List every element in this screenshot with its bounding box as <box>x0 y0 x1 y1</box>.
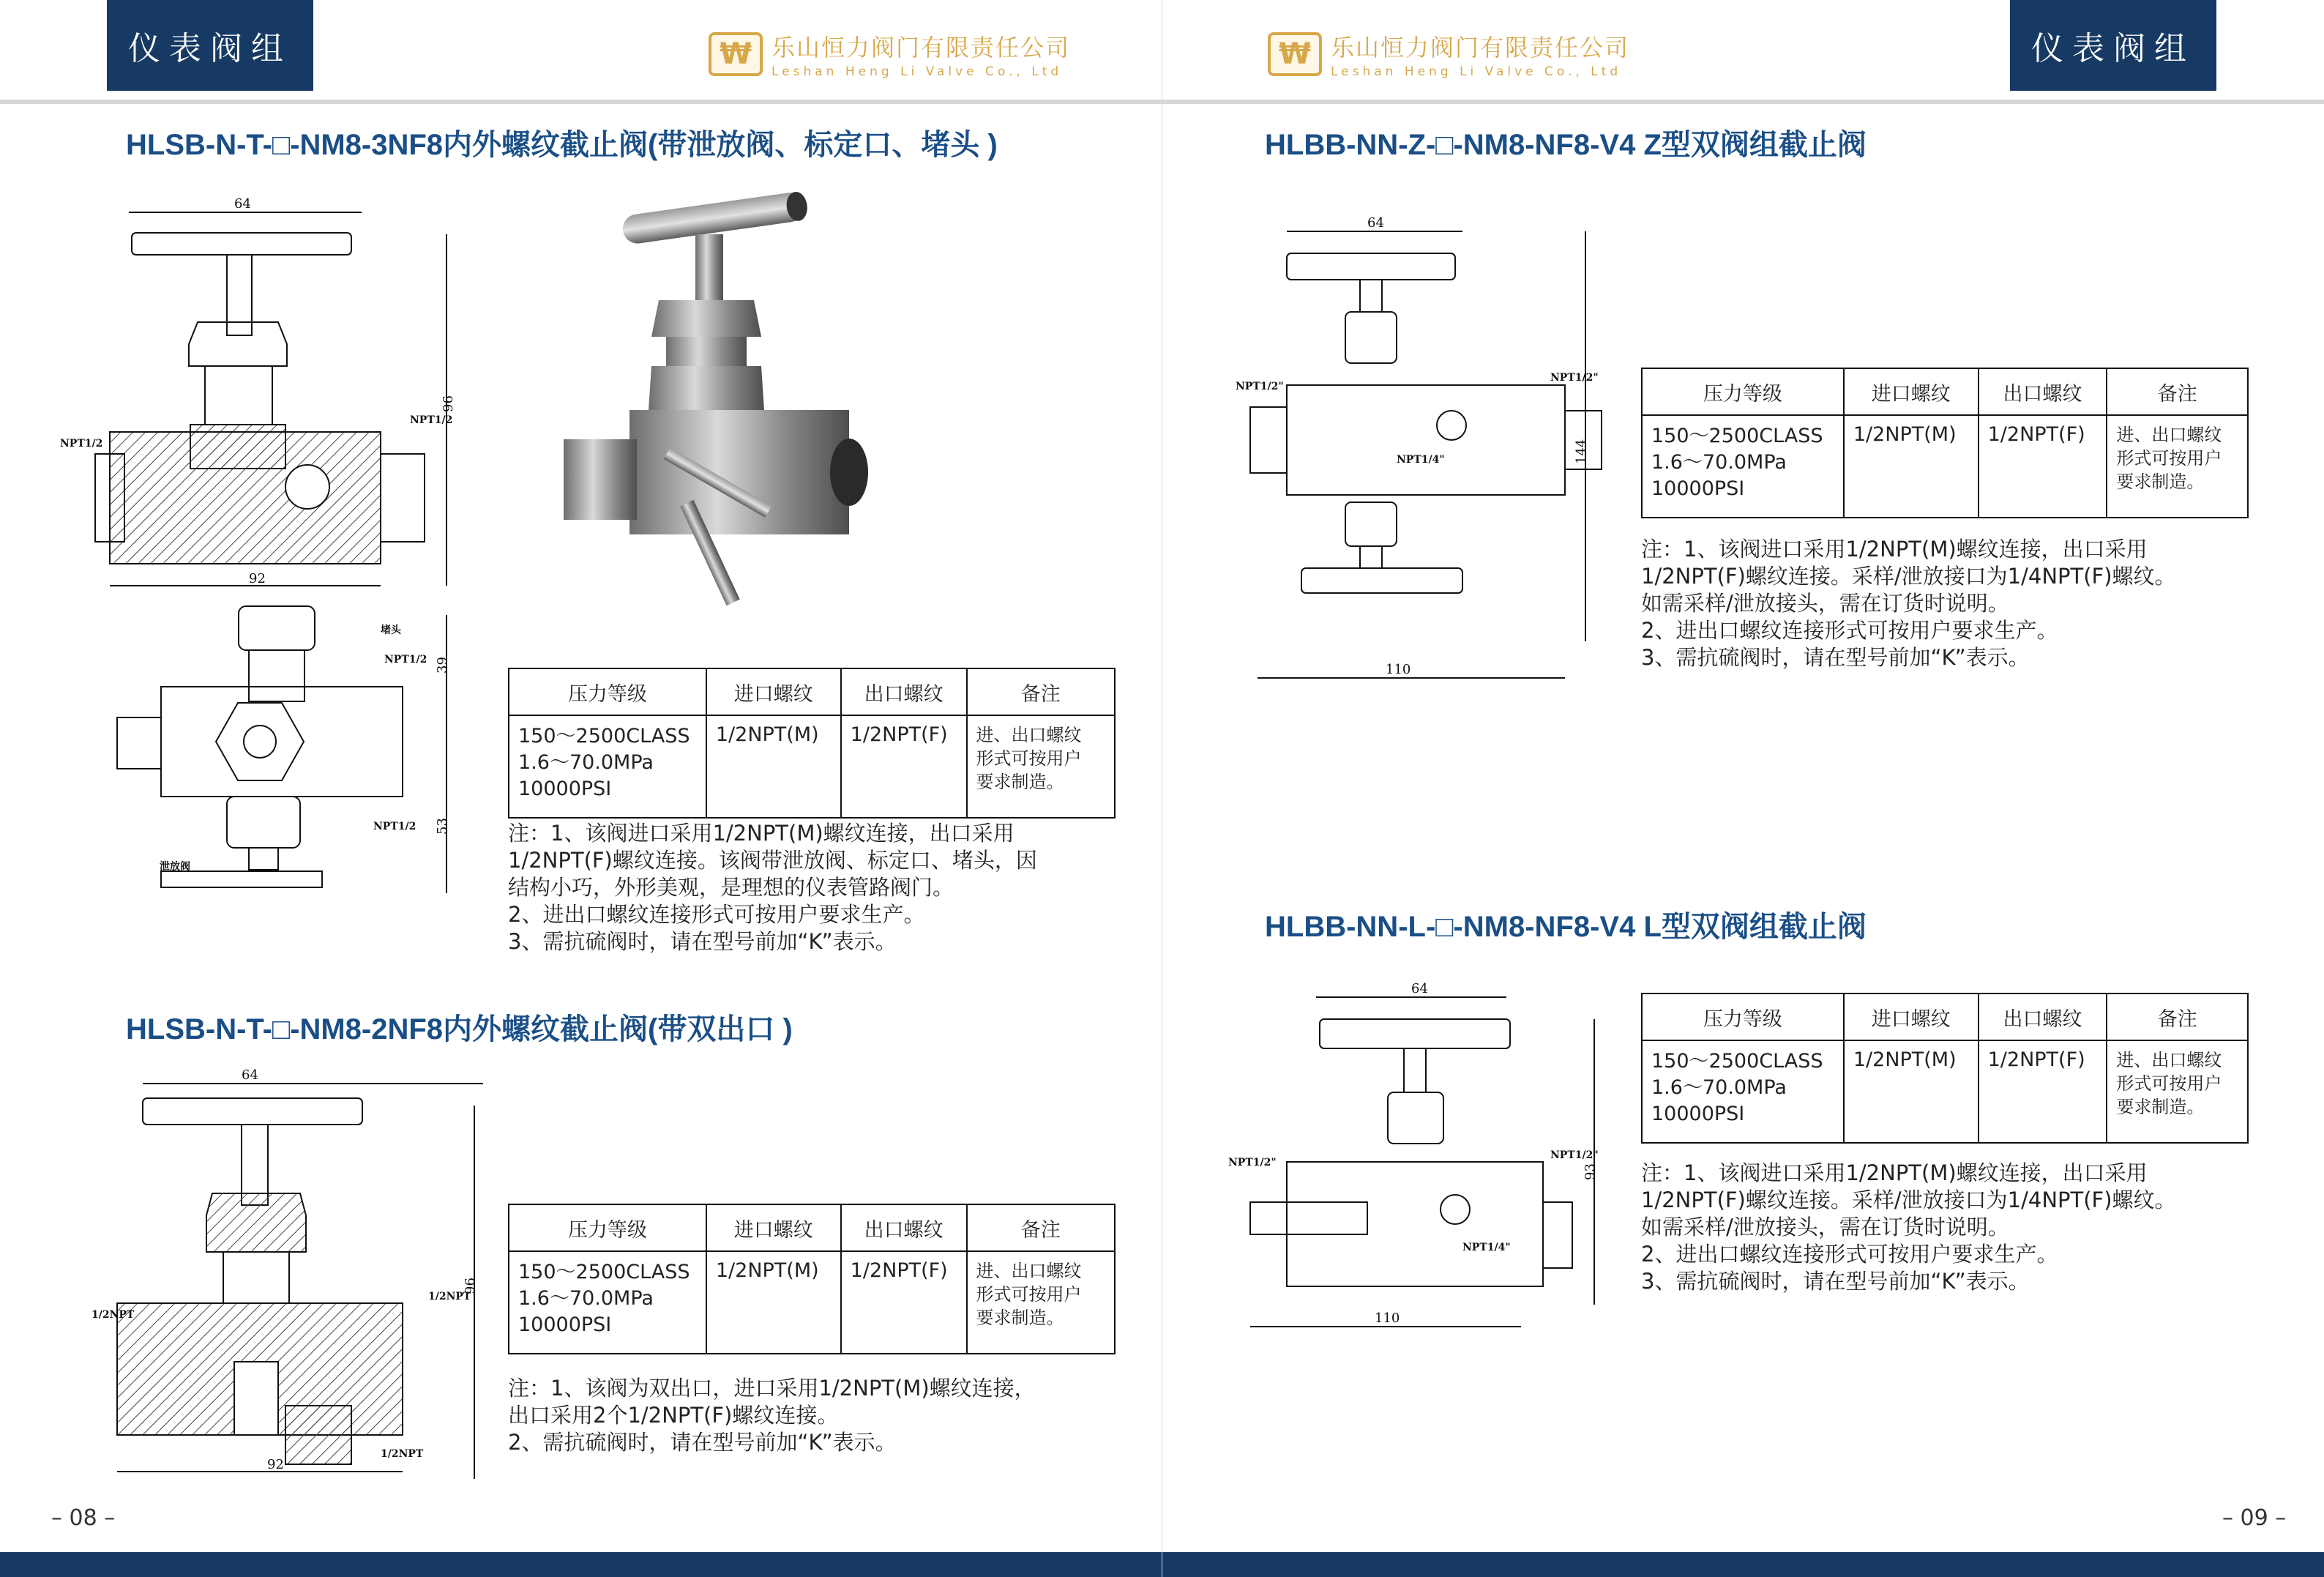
brand-name-en: Leshan Heng Li Valve Co., Ltd <box>1331 64 1622 79</box>
header-remark: 备注 <box>967 1204 1115 1251</box>
section-tab: 仪表阀组 <box>2010 0 2216 91</box>
header-rule <box>0 100 1162 104</box>
inlet-cell: 1/2NPT(M) <box>1844 1040 1979 1143</box>
outlet-cell: 1/2NPT(F) <box>1979 1040 2107 1143</box>
header-pressure: 压力等级 <box>1642 993 1844 1040</box>
header-rule <box>1162 100 2324 104</box>
svg-text:110: 110 <box>1386 662 1411 677</box>
svg-text:96: 96 <box>441 395 456 412</box>
header-inlet: 进口螺纹 <box>1844 368 1979 415</box>
product-title: HLBB-NN-Z-□-NM8-NF8-V4 Z型双阀组截止阀 <box>1265 129 1867 161</box>
svg-text:NPT1/2": NPT1/2" <box>1228 1157 1277 1168</box>
footer-bar <box>0 1552 1162 1577</box>
technical-drawing <box>1236 215 1609 685</box>
product-notes: 注：1、该阀进口采用1/2NPT(M)螺纹连接，出口采用 1/2NPT(F)螺纹连接。采样/泄放接口为1/4NPT(F)螺纹。 如需采样/泄放接头，需在订货时说明。 2、进出口螺纹连接形式可按用户要求生产。 3、需抗硫阀时，请在型号前加“K”表示。 <box>1641 1160 2176 1294</box>
svg-text:NPT1/4": NPT1/4" <box>1397 454 1445 466</box>
brand-header <box>709 29 1070 79</box>
product-title: HLSB-N-T-□-NM8-3NF8内外螺纹截止阀(带泄放阀、标定口、堵头 ) <box>126 129 998 161</box>
brand-name-cn: 乐山恒力阀门有限责任公司 <box>1331 34 1630 61</box>
inlet-cell: 1/2NPT(M) <box>706 715 841 818</box>
header-inlet: 进口螺纹 <box>706 1204 841 1251</box>
technical-drawing <box>1228 983 1609 1349</box>
svg-text:1/2NPT: 1/2NPT <box>91 1309 135 1321</box>
svg-text:NPT1/2": NPT1/2" <box>1550 1149 1599 1161</box>
svg-text:NPT1/4": NPT1/4" <box>1462 1242 1511 1253</box>
pressure-cell: 150～2500CLASS 1.6～70.0MPa 10000PSI <box>509 715 706 818</box>
svg-text:144: 144 <box>1574 439 1589 464</box>
brand-name-cn: 乐山恒力阀门有限责任公司 <box>771 34 1071 61</box>
svg-text:NPT1/2": NPT1/2" <box>1550 372 1599 384</box>
page-number: – 09 – <box>2222 1505 2287 1531</box>
spec-table <box>1641 993 2249 1144</box>
header-remark: 备注 <box>2107 368 2248 415</box>
product-notes: 注：1、该阀进口采用1/2NPT(M)螺纹连接，出口采用 1/2NPT(F)螺纹连接。该阀带泄放阀、标定口、堵头，因 结构小巧，外形美观，是理想的仪表管路阀门。 2、进出口螺纹连接形式可按用户要求生产。 3、需抗硫阀时，请在型号前加“K”表示。 <box>508 821 1037 954</box>
svg-text:泄放阀: 泄放阀 <box>160 861 190 873</box>
outlet-cell: 1/2NPT(F) <box>841 1251 967 1354</box>
valve-product-photo <box>556 190 864 644</box>
product-notes: 注：1、该阀为双出口，进口采用1/2NPT(M)螺纹连接， 出口采用2个1/2NPT(F)螺纹连接。 2、需抗硫阀时，请在型号前加“K”表示。 <box>508 1376 1036 1455</box>
header-remark: 备注 <box>2107 993 2248 1040</box>
header-pressure: 压力等级 <box>509 668 706 715</box>
svg-text:1/2NPT: 1/2NPT <box>381 1448 424 1460</box>
pressure-cell: 150～2500CLASS 1.6～70.0MPa 10000PSI <box>509 1251 706 1354</box>
product-notes: 注：1、该阀进口采用1/2NPT(M)螺纹连接，出口采用 1/2NPT(F)螺纹连接。采样/泄放接口为1/4NPT(F)螺纹。 如需采样/泄放接头，需在订货时说明。 2、进出口螺纹连接形式可按用户要求生产。 3、需抗硫阀时，请在型号前加“K”表示。 <box>1641 537 2176 670</box>
brand-header <box>1268 29 1629 79</box>
outlet-cell: 1/2NPT(F) <box>841 715 967 818</box>
outlet-cell: 1/2NPT(F) <box>1979 415 2107 518</box>
header-outlet: 出口螺纹 <box>841 1204 967 1251</box>
header-remark: 备注 <box>967 668 1115 715</box>
header-pressure: 压力等级 <box>509 1204 706 1251</box>
svg-text:64: 64 <box>1411 981 1428 996</box>
header-outlet: 出口螺纹 <box>1979 368 2107 415</box>
svg-text:堵头: 堵头 <box>381 625 401 636</box>
svg-text:96: 96 <box>463 1278 478 1294</box>
technical-drawing <box>73 1069 512 1494</box>
svg-text:NPT1/2: NPT1/2 <box>373 821 416 832</box>
header-inlet: 进口螺纹 <box>1844 993 1979 1040</box>
svg-text:93: 93 <box>1583 1163 1598 1180</box>
svg-text:NPT1/2: NPT1/2 <box>410 414 453 426</box>
product-title: HLBB-NN-L-□-NM8-NF8-V4 L型双阀组截止阀 <box>1265 911 1867 943</box>
right-page <box>1162 0 2324 1577</box>
svg-text:NPT1/2: NPT1/2 <box>60 438 103 450</box>
spec-table <box>508 1204 1116 1354</box>
svg-text:NPT1/2: NPT1/2 <box>384 654 427 666</box>
pressure-cell: 150～2500CLASS 1.6～70.0MPa 10000PSI <box>1642 1040 1844 1143</box>
inlet-cell: 1/2NPT(M) <box>706 1251 841 1354</box>
svg-text:92: 92 <box>249 571 266 586</box>
svg-text:39: 39 <box>435 657 450 674</box>
spec-table <box>1641 368 2249 518</box>
header-outlet: 出口螺纹 <box>841 668 967 715</box>
remark-cell: 进、出口螺纹 形式可按用户 要求制造。 <box>2107 415 2248 518</box>
product-title: HLSB-N-T-□-NM8-2NF8内外螺纹截止阀(带双出口 ) <box>126 1013 793 1045</box>
brand-name-en: Leshan Heng Li Valve Co., Ltd <box>771 64 1063 79</box>
footer-bar <box>1162 1552 2324 1577</box>
svg-text:92: 92 <box>267 1457 284 1472</box>
svg-text:64: 64 <box>242 1067 258 1083</box>
company-logo-icon: ₩ <box>709 32 763 76</box>
remark-cell: 进、出口螺纹 形式可按用户 要求制造。 <box>967 1251 1115 1354</box>
pressure-cell: 150～2500CLASS 1.6～70.0MPa 10000PSI <box>1642 415 1844 518</box>
svg-text:110: 110 <box>1375 1311 1400 1326</box>
technical-drawing <box>51 190 505 908</box>
header-pressure: 压力等级 <box>1642 368 1844 415</box>
svg-text:64: 64 <box>234 196 251 212</box>
svg-text:53: 53 <box>435 818 450 835</box>
header-outlet: 出口螺纹 <box>1979 993 2107 1040</box>
spec-table <box>508 668 1116 819</box>
svg-text:NPT1/2": NPT1/2" <box>1236 381 1284 392</box>
svg-text:64: 64 <box>1367 215 1384 231</box>
section-tab: 仪表阀组 <box>107 0 313 91</box>
remark-cell: 进、出口螺纹 形式可按用户 要求制造。 <box>967 715 1115 818</box>
remark-cell: 进、出口螺纹 形式可按用户 要求制造。 <box>2107 1040 2248 1143</box>
inlet-cell: 1/2NPT(M) <box>1844 415 1979 518</box>
company-logo-icon: ₩ <box>1268 32 1322 76</box>
header-inlet: 进口螺纹 <box>706 668 841 715</box>
page-number: – 08 – <box>51 1505 116 1531</box>
svg-text:1/2NPT: 1/2NPT <box>428 1291 471 1302</box>
